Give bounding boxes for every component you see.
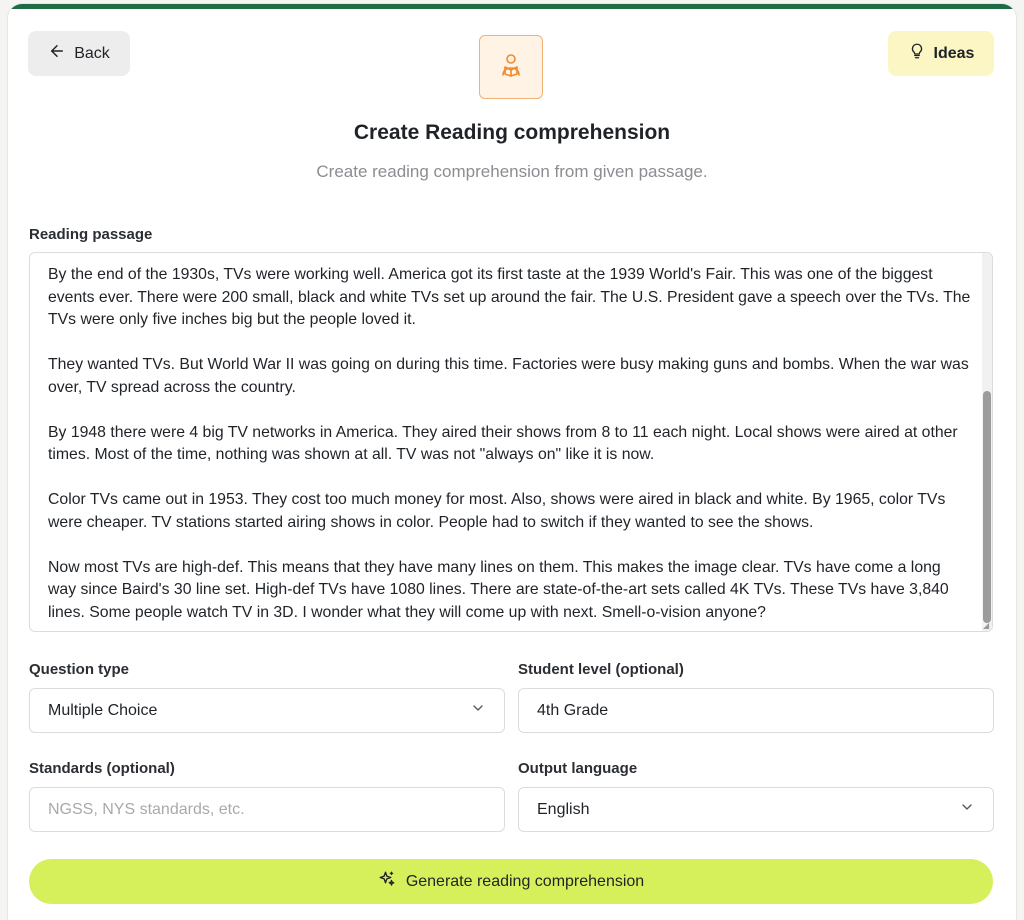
resize-handle-icon[interactable]: ◢	[983, 621, 990, 630]
sparkles-icon	[378, 870, 396, 893]
output-language-select[interactable]	[518, 787, 994, 832]
page-title: Create Reading comprehension	[353, 121, 671, 144]
standards-label: Standards (optional)	[29, 760, 175, 777]
chevron-down-icon	[959, 799, 975, 820]
student-level-input[interactable]	[518, 688, 994, 733]
back-label: Back	[74, 44, 110, 62]
reading-comprehension-tool-icon	[479, 35, 543, 99]
arrow-left-icon	[48, 42, 66, 65]
back-button[interactable]	[28, 31, 130, 76]
reading-passage-textarea[interactable]	[29, 252, 993, 632]
reader-icon	[497, 51, 525, 84]
chevron-down-icon	[470, 700, 486, 721]
output-language-label: Output language	[518, 760, 638, 777]
question-type-label: Question type	[29, 661, 130, 678]
standards-input[interactable]	[29, 787, 505, 832]
question-type-value: Multiple Choice	[48, 701, 158, 719]
ideas-button[interactable]	[888, 31, 994, 76]
passage-scrollbar-track[interactable]	[982, 253, 992, 631]
passage-scrollbar-thumb[interactable]	[983, 391, 991, 623]
ideas-label: Ideas	[933, 44, 975, 62]
generate-label: Generate reading comprehension	[405, 872, 645, 890]
main-panel	[8, 4, 1016, 920]
generate-button[interactable]	[29, 859, 993, 904]
student-level-value: 4th Grade	[537, 701, 609, 719]
question-type-select[interactable]	[29, 688, 505, 733]
top-accent-bar	[8, 4, 1016, 9]
lightbulb-icon	[908, 42, 926, 65]
page-subtitle: Create reading comprehension from given passage.	[316, 162, 708, 181]
student-level-label: Student level (optional)	[518, 661, 684, 678]
output-language-value: English	[537, 800, 590, 818]
standards-placeholder: NGSS, NYS standards, etc.	[48, 800, 245, 818]
reading-passage-label: Reading passage	[29, 226, 153, 243]
reading-passage-text: By the end of the 1930s, TVs were working well. America got its first taste at the 1939 World's Fair. This was one of the biggest events ever. There were 200 small, black and white TVs set up around the fair. The U.S. President gave a speech over the TVs. The TVs were only five inches big but the people loved it. They wanted TVs. But World War II was going on during this time. Factories were busy making guns and bombs. When the war was over, TV spread across the country. By 1948 there were 4 big TV networks in America. They aired their shows from 8 to 11 each night. Local shows were aired at other times. Most of the time, nothing was shown at all. TV was not "always on" like it is now. Color TVs came out in 1953. They cost too much money for most. Also, shows were aired in black and white. By 1965, color TVs were cheaper. TV stations started airing shows in color. People had to switch if they wanted to see the shows. Now most TVs are high-def. This means that they have many lines on them. This makes the image clear. TVs have come a long way since Baird's 30 line set. High-def TVs have 1080 lines. There are state-of-the-art sets called 4K TVs. These TVs have 3,840 lines. Some people watch TV in 3D. I wonder what they will come up with next. Smell-o-vision anyone?	[48, 266, 971, 621]
